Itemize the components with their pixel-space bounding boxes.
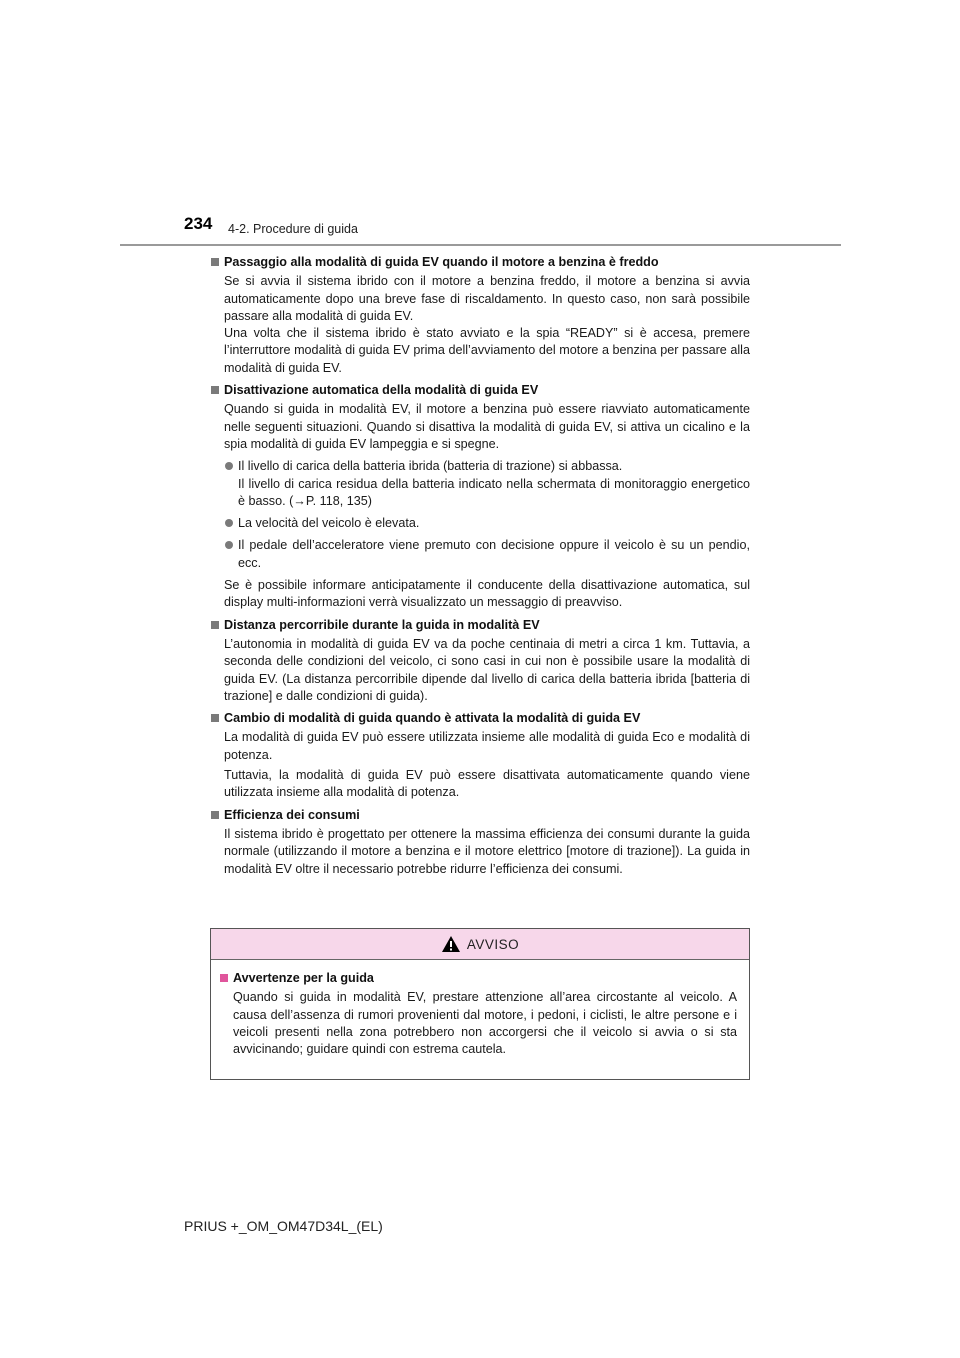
round-bullet-icon xyxy=(225,541,233,549)
paragraph: L’autonomia in modalità di guida EV va da poche centinaia di metri a circa 1 km. Tuttavia, a seconda delle condizioni del veicolo, ci sono casi in cui non è possibile usare la modalità di guida EV. (La distanza percorribile dipende dal livello di carica della batteria ibrida [batteria di trazione] e dalle condizioni di guida). xyxy=(224,636,750,703)
square-bullet-icon xyxy=(211,714,219,722)
section-heading: Distanza percorribile durante la guida in modalità EV xyxy=(210,617,750,634)
page-header xyxy=(0,0,960,250)
round-bullet-icon xyxy=(225,462,233,470)
paragraph: Se si avvia il sistema ibrido con il motore a benzina freddo, il motore a benzina si avvia automaticamente dopo una breve fase di riscaldamento. In questo caso, non sarà possibile passare alla modalità di guida EV. xyxy=(224,274,750,323)
paragraph: Una volta che il sistema ibrido è stato avviato e la spia “READY” si è accesa, premere l’interruttore modalità di guida EV prima dell’avviamento del motore a benzina per passare alla modalità di guida EV. xyxy=(224,326,750,375)
list-item: Il livello di carica della batteria ibrida (batteria di trazione) si abbassa. Il livello di carica residua della batteria indicato nella schermata di monitoraggio energetico è basso. (→P. 118, 135) xyxy=(224,458,750,510)
header-divider xyxy=(120,244,841,246)
square-bullet-icon xyxy=(211,811,219,819)
paragraph: Quando si guida in modalità EV, il motore a benzina può essere riavviato automaticamente nelle seguenti situazioni. Quando si disattiva la modalità di guida EV, si attiva un cicalino e la spia modalità di guida EV lampeggia e si spegne. xyxy=(224,402,750,451)
section-cold-engine xyxy=(210,254,750,377)
section-heading: Passaggio alla modalità di guida EV quando il motore a benzina è freddo xyxy=(210,254,750,271)
paragraph: La modalità di guida EV può essere utilizzata insieme alle modalità di guida Eco e modalità di potenza. xyxy=(224,730,750,762)
section-title: 4-2. Procedure di guida xyxy=(228,222,358,236)
square-bullet-icon xyxy=(211,621,219,629)
warning-box xyxy=(210,928,750,1080)
square-bullet-icon xyxy=(211,258,219,266)
section-fuel-efficiency xyxy=(210,807,750,878)
section-ev-range xyxy=(210,617,750,705)
square-bullet-icon xyxy=(211,386,219,394)
page-number: 234 xyxy=(184,214,213,233)
list-item: La velocità del veicolo è elevata. xyxy=(224,515,750,532)
paragraph: Se è possibile informare anticipatamente il conducente della disattivazione automatica, sul display multi-informazioni verrà visualizzato un messaggio di preavviso. xyxy=(224,578,750,610)
paragraph: Il sistema ibrido è progettato per ottenere la massima efficienza dei consumi durante la guida normale (utilizzando il motore a benzina e il motore elettrico [motore di trazione]). La guida in modalità EV oltre il necessario potrebbe ridurre l’efficienza dei consumi. xyxy=(224,826,750,876)
warning-text: Quando si guida in modalità EV, prestare attenzione all’area circostante al veicolo. A causa dell’assenza di rumori provenienti dal motore, i pedoni, i ciclisti, le altre persone e i veicoli presenti nella zona potrebbero non accorgersi che il veicolo si avvia o si sta avvicinando; guidare quindi con estrema cautela. xyxy=(233,990,737,1057)
warning-body xyxy=(211,960,749,1058)
warning-heading: Avvertenze per la guida xyxy=(219,970,737,987)
main-content xyxy=(210,254,750,883)
warning-triangle-icon xyxy=(441,935,461,953)
section-heading: Efficienza dei consumi xyxy=(210,807,750,824)
section-auto-deactivation xyxy=(210,382,750,612)
warning-title: AVVISO xyxy=(466,936,520,952)
section-heading: Cambio di modalità di guida quando è attivata la modalità di guida EV xyxy=(210,710,750,727)
paragraph: Tuttavia, la modalità di guida EV può essere disattivata automaticamente quando viene utilizzata insieme alla modalità di potenza. xyxy=(224,768,750,800)
list-item: Il pedale dell’acceleratore viene premuto con decisione oppure il veicolo è su un pendio, ecc. xyxy=(224,537,750,572)
section-heading: Disattivazione automatica della modalità di guida EV xyxy=(210,382,750,399)
round-bullet-icon xyxy=(225,519,233,527)
section-mode-change xyxy=(210,710,750,801)
warning-header xyxy=(211,929,749,960)
square-bullet-icon xyxy=(220,974,228,982)
model-code-footer: PRIUS +_OM_OM47D34L_(EL) xyxy=(184,1218,383,1234)
